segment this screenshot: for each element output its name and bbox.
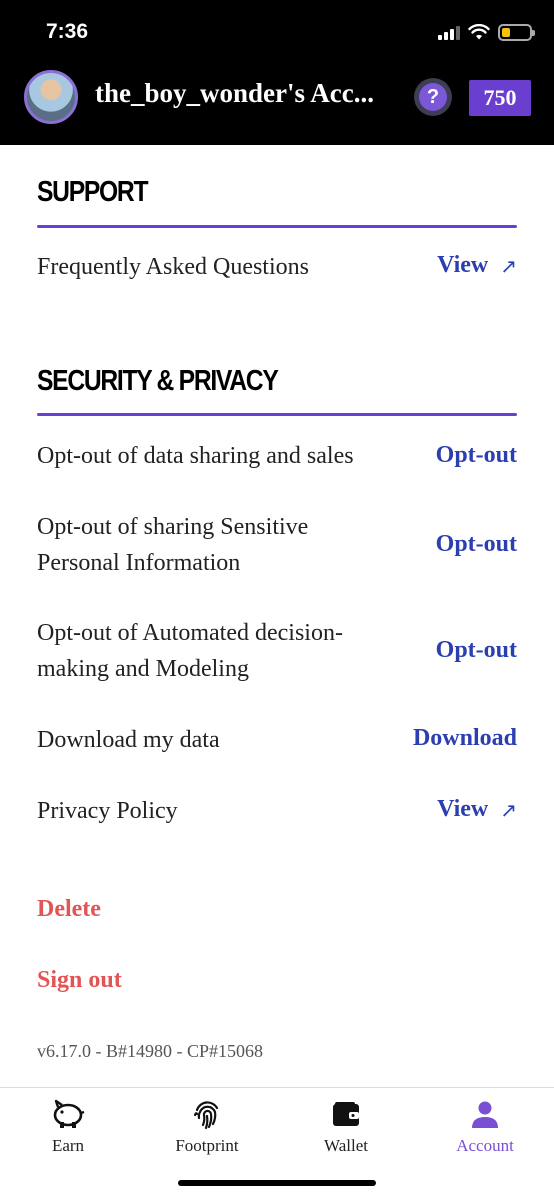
question-mark-icon: ? [419, 83, 447, 111]
person-icon [465, 1094, 505, 1134]
piggy-bank-icon [48, 1094, 88, 1134]
points-badge[interactable]: 750 [469, 80, 531, 116]
label-line: Opt-out of sharing Sensitive [37, 514, 309, 540]
delete-account-button[interactable]: Delete [37, 896, 101, 922]
opt-out-sensitive-info-button[interactable]: Opt-out [435, 531, 517, 557]
faq-label: Frequently Asked Questions [37, 254, 309, 280]
version-text: v6.17.0 - B#14980 - CP#15068 [37, 1041, 264, 1061]
external-link-icon: ↗ [500, 797, 517, 822]
section-title-support: SUPPORT [37, 176, 148, 208]
section-title-security: SECURITY & PRIVACY [37, 365, 278, 397]
page-title: the_boy_wonder's Acc... [95, 78, 374, 108]
help-button[interactable] [414, 78, 452, 116]
home-indicator [178, 1180, 376, 1186]
privacy-policy-view-link[interactable] [437, 796, 517, 823]
avatar[interactable] [24, 70, 78, 124]
opt-out-data-sharing-label: Opt-out of data sharing and sales [37, 443, 354, 469]
opt-out-data-sharing-button[interactable]: Opt-out [435, 442, 517, 468]
status-icons [438, 20, 532, 44]
top-bar [0, 0, 554, 145]
label-line: Personal Information [37, 550, 241, 576]
nav-label: Wallet [324, 1136, 368, 1155]
faq-view-link[interactable] [437, 252, 517, 279]
nav-item-wallet[interactable] [291, 1094, 401, 1156]
label-line: Opt-out of Automated decision- [37, 620, 343, 646]
view-label: View [437, 252, 489, 278]
section-divider [37, 413, 517, 416]
download-data-button[interactable]: Download [412, 725, 517, 751]
nav-label: Account [456, 1136, 514, 1155]
nav-label: Earn [51, 1136, 85, 1155]
sign-out-button[interactable]: Sign out [37, 967, 122, 993]
battery-icon [498, 24, 532, 41]
wifi-icon [468, 24, 490, 41]
download-data-label: Download my data [37, 727, 220, 753]
fingerprint-icon [187, 1094, 227, 1134]
wallet-icon [326, 1094, 366, 1134]
nav-item-account[interactable] [430, 1094, 540, 1156]
privacy-policy-label: Privacy Policy [37, 798, 178, 824]
opt-out-sensitive-info-label [37, 509, 308, 581]
view-label: View [437, 796, 489, 822]
opt-out-automated-decision-button[interactable]: Opt-out [435, 637, 517, 663]
label-line: making and Modeling [37, 656, 249, 682]
section-divider [37, 225, 517, 228]
nav-item-earn[interactable] [13, 1094, 123, 1156]
status-time: 7:36 [46, 20, 89, 43]
cellular-signal-icon [438, 24, 460, 40]
external-link-icon: ↗ [500, 253, 517, 278]
opt-out-automated-decision-label [37, 615, 343, 687]
nav-item-footprint[interactable] [152, 1094, 262, 1156]
nav-label: Footprint [175, 1136, 239, 1155]
